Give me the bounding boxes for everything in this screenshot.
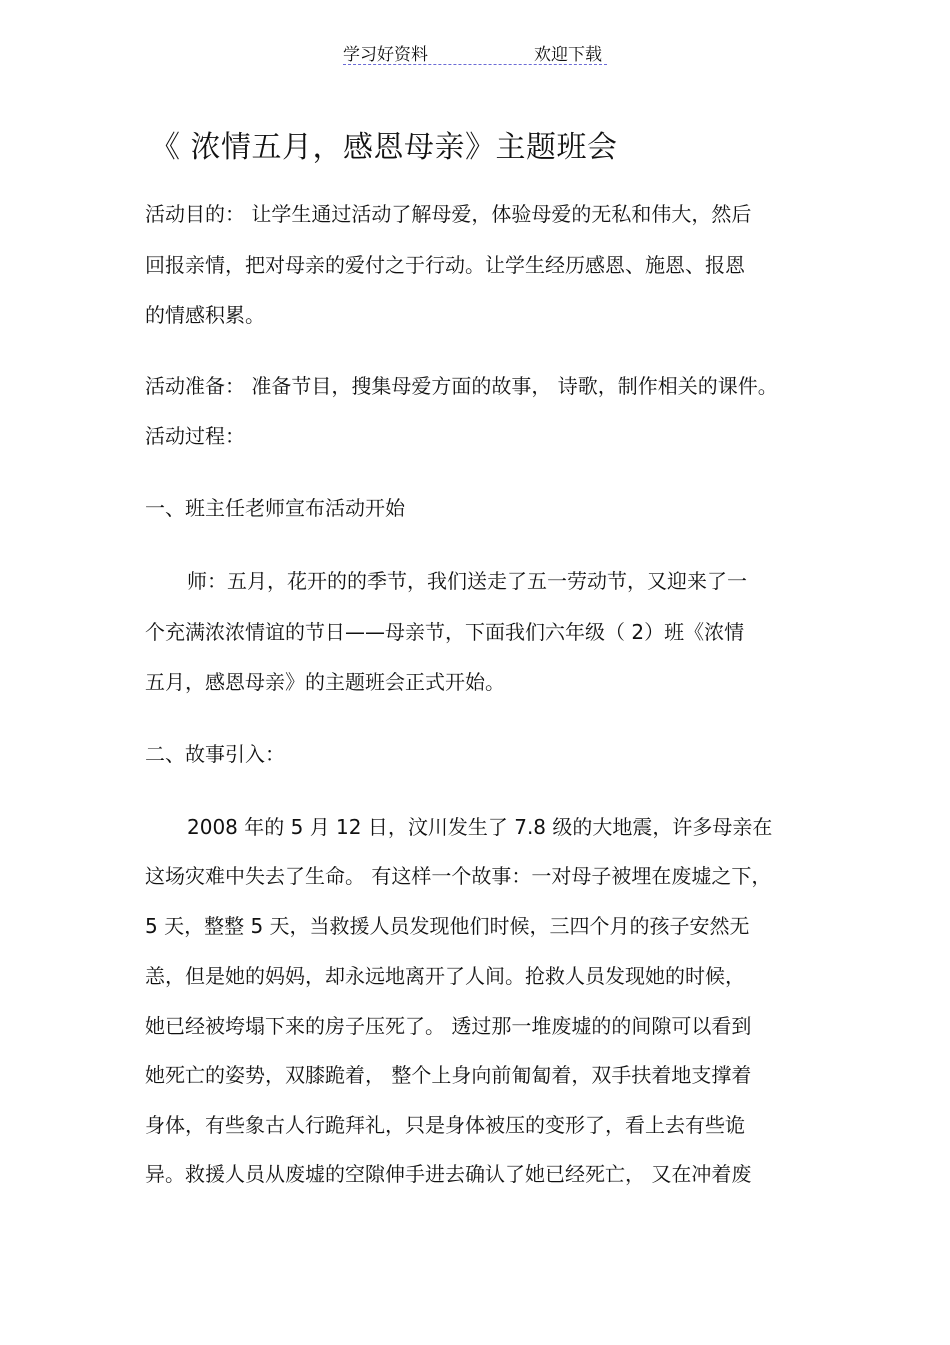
- paragraph-line: 身体，有些象古人行跪拜礼，只是身体被压的变形了，看上去有些诡: [145, 1113, 745, 1137]
- paragraph-line: 活动目的： 让学生通过活动了解母爱，体验母爱的无私和伟大，然后: [145, 202, 752, 226]
- paragraph-line: 个充满浓浓情谊的节日——母亲节，下面我们六年级（ 2）班《浓情: [145, 620, 745, 644]
- header-right-text: 欢迎下载: [534, 45, 602, 65]
- section-heading: 二、故事引入：: [145, 742, 285, 766]
- header-left-text: 学习好资料: [343, 45, 428, 65]
- paragraph-line: 活动过程：: [145, 424, 245, 448]
- paragraph-line: 这场灾难中失去了生命。 有这样一个故事：一对母子被埋在废墟之下，: [145, 864, 772, 888]
- paragraph-line: 回报亲情，把对母亲的爱付之于行动。让学生经历感恩、施恩、报恩: [145, 253, 745, 277]
- paragraph-line: 5 天，整整 5 天，当救援人员发现他们时候，三四个月的孩子安然无: [145, 914, 750, 938]
- paragraph-line: 恙，但是她的妈妈，却永远地离开了人间。抢救人员发现她的时候，: [145, 964, 745, 988]
- paragraph-line: 异。救援人员从废墟的空隙伸手进去确认了她已经死亡， 又在冲着废: [145, 1162, 752, 1186]
- document-title: 《 浓情五月，感恩母亲》主题班会: [150, 130, 618, 165]
- paragraph-line: 五月，感恩母亲》的主题班会正式开始。: [145, 670, 505, 694]
- section-heading: 一、班主任老师宣布活动开始: [145, 496, 405, 520]
- paragraph-line: 2008 年的 5 月 12 日，汶川发生了 7.8 级的大地震，许多母亲在: [187, 815, 773, 839]
- page-header: [343, 40, 607, 65]
- paragraph-line: 师：五月，花开的的季节，我们送走了五一劳动节，又迎来了一: [187, 569, 747, 593]
- paragraph-line: 的情感积累。: [145, 303, 265, 327]
- paragraph-line: 活动准备： 准备节目，搜集母爱方面的故事， 诗歌，制作相关的课件。: [145, 374, 778, 398]
- paragraph-line: 她死亡的姿势，双膝跪着， 整个上身向前匍匐着，双手扶着地支撑着: [145, 1063, 752, 1087]
- paragraph-line: 她已经被垮塌下来的房子压死了。 透过那一堆废墟的的间隙可以看到: [145, 1014, 752, 1038]
